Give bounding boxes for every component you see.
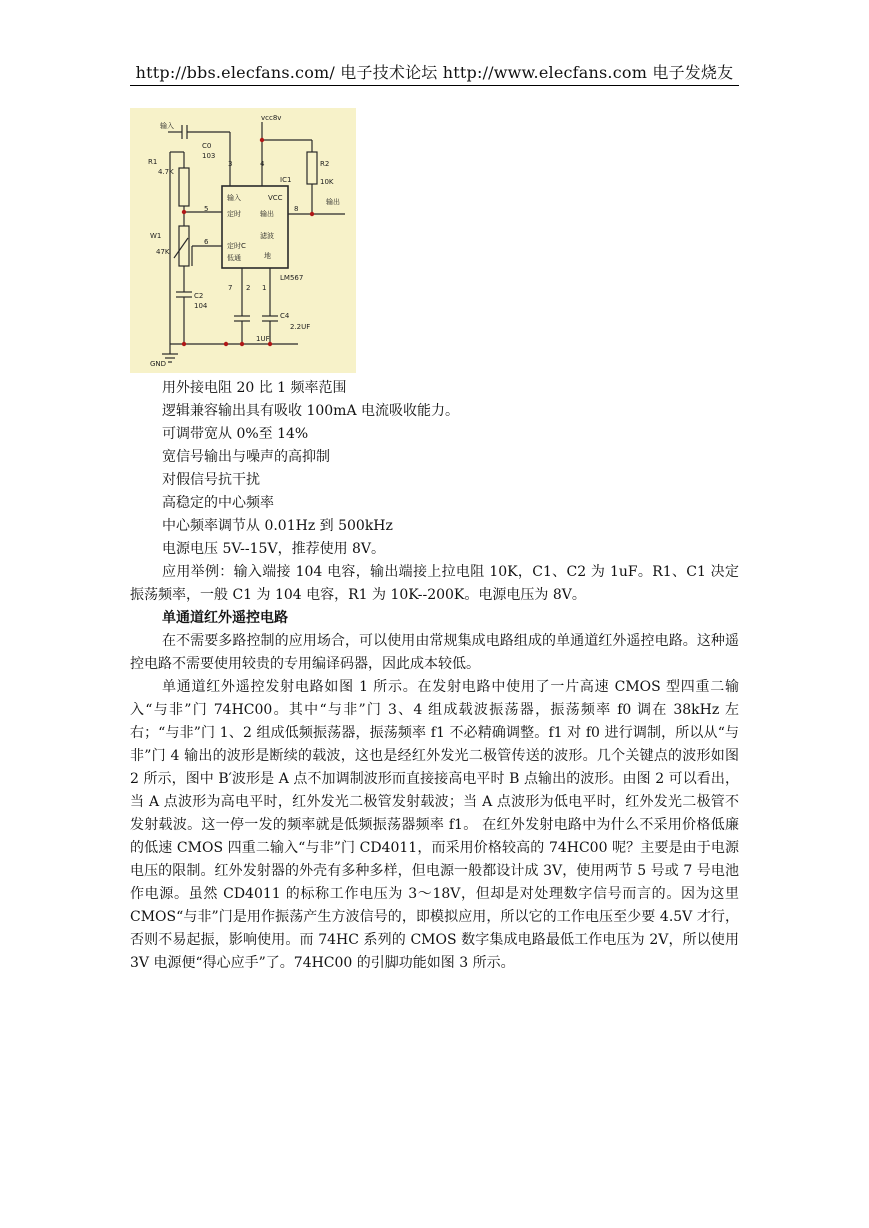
fig-label-gnd: GND [150,360,167,368]
chip-label-lowpass: 低通 [227,254,241,262]
body-paragraph: 在不需要多路控制的应用场合，可以使用由常规集成电路组成的单通道红外遥控电路。这种遥控电路不需要使用较贵的专用编译码器，因此成本较低。 [130,633,739,672]
chip-label-output: 输出 [260,210,274,218]
page-header: http://bbs.elecfans.com/ 电子技术论坛 http://www.elecfans.com 电子发烧友 [135,63,734,82]
section-title: 单通道红外遥控电路 [162,610,288,626]
feature-line: 宽信号输出与噪声的高抑制 [162,449,330,465]
chip-label-timing1: 定时 [227,210,241,218]
fig-label-c0: C0 [202,142,212,150]
fig-label-vcc: vcc8v [261,114,282,122]
circuit-diagram [130,108,356,373]
fig-label-r1-value: 4.7K [158,168,174,176]
fig-label-c4-value: 2.2UF [290,323,311,331]
fig-label-r1: R1 [148,158,158,166]
chip-label-timing2: 定时C [227,242,246,250]
fig-label-c4: C4 [280,312,290,320]
fig-label-output: 输出 [326,198,340,206]
fig-label-w1-value: 47K [156,248,170,256]
pin-3-top: 3 [228,160,233,168]
chip-label-input: 输入 [227,194,241,202]
chip-label-vcc: VCC [268,194,283,202]
fig-label-input: 输入 [160,122,174,130]
feature-line: 中心频率调节从 0.01Hz 到 500kHz [162,518,393,534]
feature-line: 可调带宽从 0%至 14% [162,426,309,442]
fig-label-c0-value: 103 [202,152,216,160]
fig-label-chip: LM567 [280,274,304,282]
body-paragraph: 单通道红外遥控发射电路如图 1 所示。在发射电路中使用了一片高速 CMOS 型四重二输入“与非”门 74HC00。其中“与非”门 3、4 组成载波振荡器，振荡频率 f0 调在 38kHz 左右；“与非”门 1、2 组成低频振荡器，振荡频率 f1 不必精确调整。f1 对 f0 进行调制，所以从“与非”门 4 输出的波形是断续的载波，这也是经红外发光二极管传送的波形。几个关键点的波形如图 2 所示，图中 B′波形是 A 点不加调制波形而直接接高电平时 B 点输出的波形。由图 2 可以看出，当 A 点波形为高电平时，红外发光二极管发射载波；当 A 点波形为低电平时，红外发光二极管不发射载波。这一停一发的频率就是低频振荡器频率 f1。 在红外发射电路中为什么不采用价格低廉的低速 CMOS 四重二输入“与非”门 CD4011，而采用价格较高的 74HC00 呢？主要是由于电源电压的限制。红外发射器的外壳有多种多样，但电源一般都设计成 3V，使用两节 5 号或 7 号电池作电源。虽然 CD4011 的标称工作电压为 3～18V，但却是对处理数字信号而言的。因为这里 CMOS“与非”门是用作振荡产生方波信号的，即模拟应用，所以它的工作电压至少要 4.5V 才行，否则不易起振，影响使用。而 74HC 系列的 CMOS 数字集成电路最低工作电压为 2V，所以使用 3V 电源便“得心应手”了。74HC00 的引脚功能如图 3 所示。 [130,679,739,971]
fig-label-c2-value: 104 [194,302,208,310]
application-paragraph: 应用举例：输入端接 104 电容，输出端接上拉电阻 10K，C1、C2 为 1uF。R1、C1 决定振荡频率，一般 C1 为 104 电容，R1 为 10K--200K。电源电压为 8V。 [130,564,739,603]
feature-line: 用外接电阻 20 比 1 频率范围 [162,380,347,396]
fig-label-c3-value: 1UF [256,335,270,343]
chip-label-filter: 滤波 [260,232,274,240]
feature-line: 高稳定的中心频率 [162,495,274,511]
pin-8: 8 [294,205,299,213]
header-rule [130,85,739,86]
fig-label-r2: R2 [320,160,330,168]
fig-label-ic: IC1 [280,176,292,184]
fig-label-r2-value: 10K [320,178,334,186]
pin-2: 2 [246,284,251,292]
fig-label-w1: W1 [150,232,162,240]
chip-label-ground: 地 [264,252,271,260]
pin-5: 5 [204,205,209,213]
feature-line: 电源电压 5V--15V，推荐使用 8V。 [162,541,386,557]
feature-line: 对假信号抗干扰 [162,472,260,488]
document-body [130,377,739,975]
pin-7: 7 [228,284,233,292]
pin-6: 6 [204,238,209,246]
pin-1: 1 [262,284,267,292]
feature-line: 逻辑兼容输出具有吸收 100mA 电流吸收能力。 [162,403,460,419]
fig-label-c2: C2 [194,292,204,300]
pin-4: 4 [260,160,265,168]
